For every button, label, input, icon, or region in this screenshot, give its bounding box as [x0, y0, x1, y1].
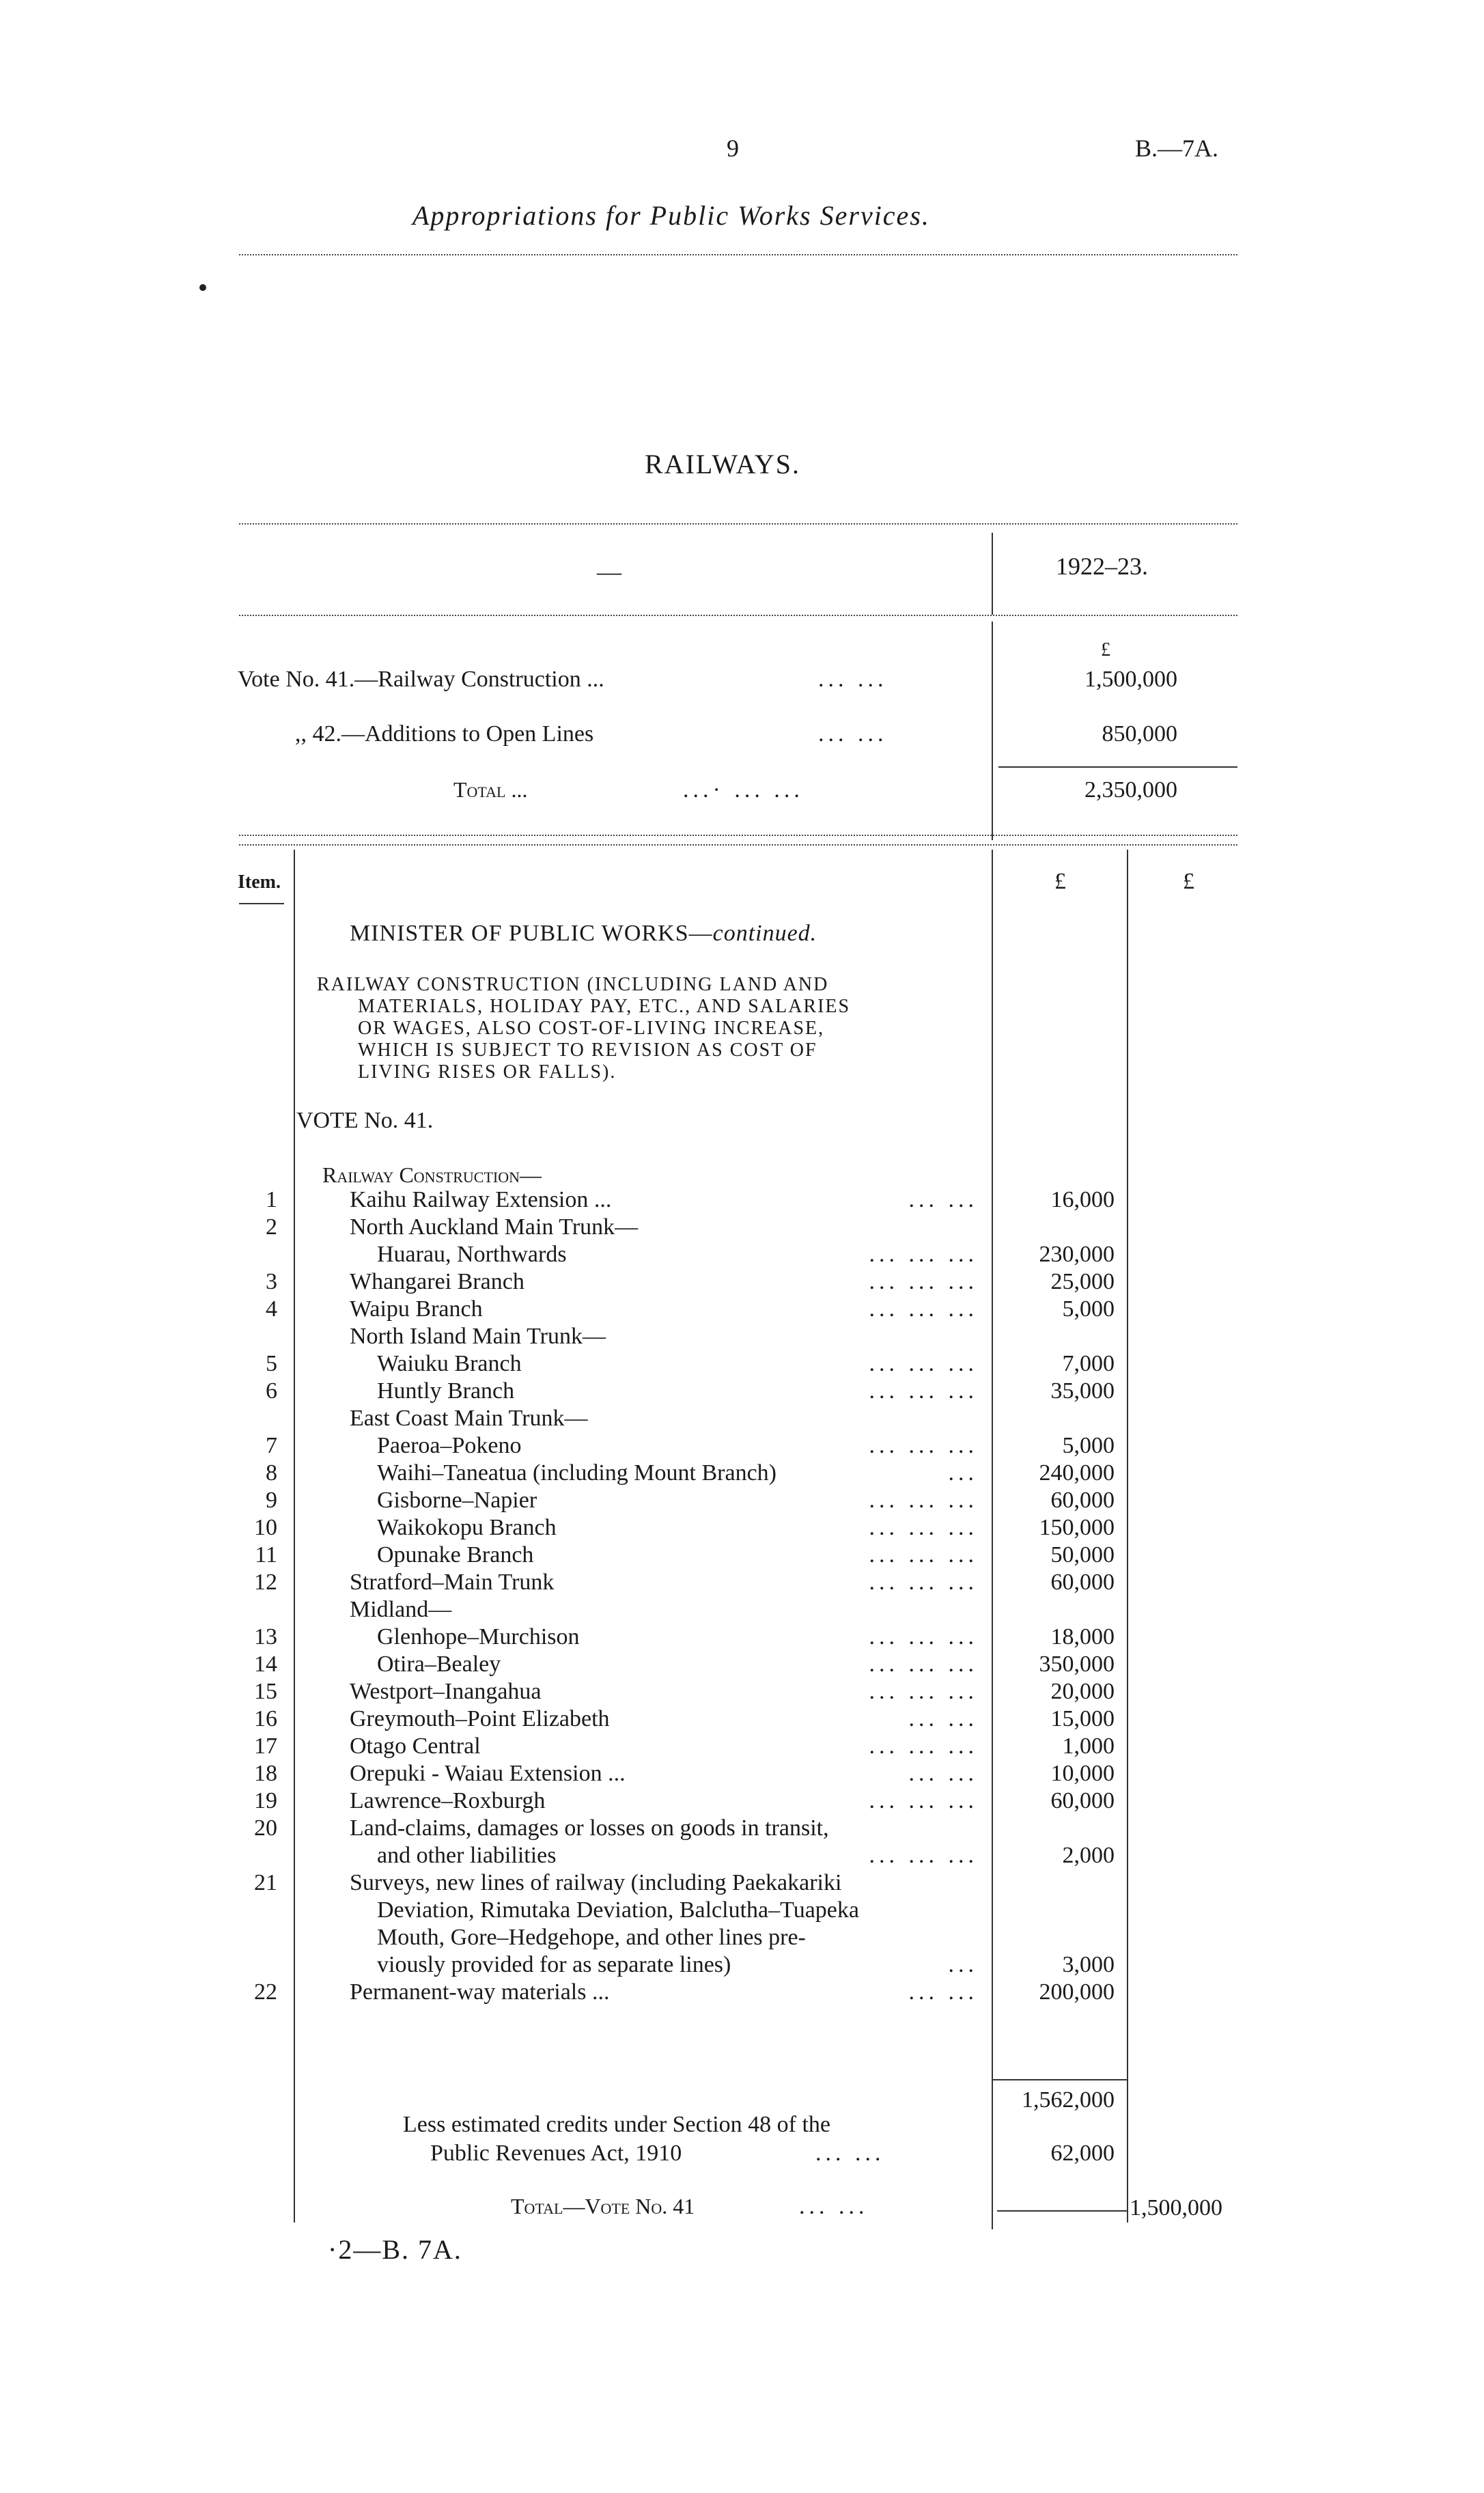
summary-year-header: 1922–23.	[1056, 553, 1148, 580]
item-description: Kaihu Railway Extension ...	[350, 1187, 612, 1212]
item-dots: ... ...	[908, 1187, 978, 1212]
item-dots: ... ... ...	[869, 1679, 978, 1704]
item-row	[232, 1843, 1135, 1870]
construction-line: LIVING RISES OR FALLS).	[358, 1061, 617, 1083]
item-header-rule	[239, 903, 284, 904]
footer-signature: ·2—B. 7A.	[328, 2234, 462, 2265]
item-row	[232, 1815, 1135, 1843]
item-dots: ... ... ...	[869, 1515, 978, 1540]
item-description: Waipu Branch	[350, 1296, 483, 1322]
item-amount: 2,000	[1062, 1843, 1115, 1868]
item-amount: 50,000	[1050, 1542, 1115, 1568]
summary-row-dots: ... ...	[818, 721, 888, 747]
subtotal-amount: 1,562,000	[1022, 2087, 1115, 2113]
item-dots: ... ... ...	[869, 1733, 978, 1759]
summary-row-amount: 1,500,000	[1084, 667, 1177, 692]
summary-currency: £	[1101, 639, 1110, 660]
item-dots: ...	[948, 1952, 978, 1977]
item-description: Midland—	[350, 1597, 452, 1622]
item-dots: ... ... ...	[869, 1433, 978, 1458]
item-dots: ...	[948, 1460, 978, 1486]
summary-total-rule	[998, 766, 1237, 768]
item-dots: ... ... ...	[869, 1378, 978, 1404]
item-description: Orepuki - Waiau Extension ...	[350, 1761, 626, 1786]
item-row	[232, 1979, 1135, 2007]
less-credits-dots: ... ...	[815, 2141, 885, 2166]
construction-line: WHICH IS SUBJECT TO REVISION AS COST OF	[358, 1040, 817, 1061]
item-dots: ... ... ...	[869, 1624, 978, 1649]
page-title: Appropriations for Public Works Services.	[412, 200, 930, 231]
item-row	[232, 1460, 1135, 1488]
item-row	[232, 1296, 1135, 1324]
item-amount: 5,000	[1062, 1433, 1115, 1458]
item-row	[232, 1433, 1135, 1460]
item-description: Surveys, new lines of railway (including Paekakariki	[350, 1870, 842, 1895]
summary-top-rule	[239, 523, 1237, 525]
item-amount: 230,000	[1039, 1242, 1115, 1267]
item-description: East Coast Main Trunk—	[350, 1406, 588, 1431]
item-dots: ... ...	[908, 1979, 978, 2005]
less-credits-amount: 62,000	[1050, 2141, 1115, 2166]
vote-total-amount: 1,500,000	[1130, 2195, 1222, 2220]
item-row	[232, 1761, 1135, 1788]
construction-description	[317, 974, 972, 1083]
item-number: 4	[266, 1296, 277, 1322]
summary-header-rule	[239, 615, 1237, 616]
item-row	[232, 1542, 1135, 1570]
item-dots: ... ...	[908, 1706, 978, 1731]
item-number: 5	[266, 1351, 277, 1376]
item-amount: 1,000	[1062, 1733, 1115, 1759]
item-description: Whangarei Branch	[350, 1269, 524, 1294]
item-number: 16	[254, 1706, 277, 1731]
item-number: 8	[266, 1460, 277, 1486]
minister-heading-text: MINISTER OF PUBLIC WORKS—	[350, 921, 713, 946]
item-number: 21	[254, 1870, 277, 1895]
item-amount: 350,000	[1039, 1652, 1115, 1677]
item-dots: ... ... ...	[869, 1488, 978, 1513]
item-number: 14	[254, 1652, 277, 1677]
item-amount: 15,000	[1050, 1706, 1115, 1731]
item-description: Stratford–Main Trunk	[350, 1570, 555, 1595]
summary-col-divider-top	[992, 533, 993, 615]
item-dots: ... ... ...	[869, 1788, 978, 1813]
item-number: 22	[254, 1979, 277, 2005]
item-amount: 16,000	[1050, 1187, 1115, 1212]
item-dots: ... ... ...	[869, 1242, 978, 1267]
item-description: Greymouth–Point Elizabeth	[350, 1706, 610, 1731]
construction-line: MATERIALS, HOLIDAY PAY, ETC., AND SALARIES	[358, 996, 851, 1017]
subheading: Railway Construction—	[322, 1162, 542, 1187]
item-number: 18	[254, 1761, 277, 1786]
item-row	[232, 1597, 1135, 1624]
item-number: 10	[254, 1515, 277, 1540]
item-dots: ... ... ...	[869, 1570, 978, 1595]
item-amount: 10,000	[1050, 1761, 1115, 1786]
vote-total-dots: ... ...	[799, 2194, 869, 2219]
item-amount: 60,000	[1050, 1788, 1115, 1813]
item-amount: 25,000	[1050, 1269, 1115, 1294]
subtotal-rule	[992, 2079, 1127, 2080]
summary-total-label: Total ...	[453, 777, 528, 802]
item-amount: 200,000	[1039, 1979, 1115, 2005]
item-row	[232, 1733, 1135, 1761]
item-description: Deviation, Rimutaka Deviation, Balclutha–Tuapeka	[377, 1897, 859, 1923]
item-description: Glenhope–Murchison	[377, 1624, 580, 1649]
ink-mark	[199, 284, 206, 291]
construction-line: OR WAGES, ALSO COST-OF-LIVING INCREASE,	[358, 1018, 825, 1039]
item-description: Opunake Branch	[377, 1542, 534, 1568]
vote-total-label: Total—Vote No. 41	[511, 2194, 695, 2218]
item-description: North Island Main Trunk—	[350, 1324, 606, 1349]
item-number: 1	[266, 1187, 277, 1212]
item-amount: 20,000	[1050, 1679, 1115, 1704]
item-description: Otira–Bealey	[377, 1652, 501, 1677]
item-row	[232, 1324, 1135, 1351]
item-row	[232, 1925, 1135, 1952]
item-description: Westport–Inangahua	[350, 1679, 542, 1704]
item-number: 20	[254, 1815, 277, 1841]
summary-blank-header: —	[597, 558, 621, 585]
minister-continued: continued.	[712, 921, 817, 946]
summary-row-dots: ... ...	[818, 667, 888, 692]
item-row	[232, 1269, 1135, 1296]
item-amount: 3,000	[1062, 1952, 1115, 1977]
item-dots: ... ... ...	[869, 1542, 978, 1568]
item-amount: 35,000	[1050, 1378, 1115, 1404]
item-description: Otago Central	[350, 1733, 481, 1759]
item-number: 12	[254, 1570, 277, 1595]
item-row	[232, 1624, 1135, 1652]
item-dots: ... ... ...	[869, 1652, 978, 1677]
page-number: 9	[727, 135, 739, 162]
item-row	[232, 1897, 1135, 1925]
item-row	[232, 1652, 1135, 1679]
item-number: 9	[266, 1488, 277, 1513]
item-row	[232, 1214, 1135, 1242]
item-description: Land-claims, damages or losses on goods in transit,	[350, 1815, 829, 1841]
item-dots: ... ...	[908, 1761, 978, 1786]
item-description: Huntly Branch	[377, 1378, 515, 1404]
summary-row-label: Vote No. 41.—Railway Construction ...	[238, 667, 604, 692]
summary-bottom-rule	[239, 835, 1237, 836]
item-amount: 60,000	[1050, 1488, 1115, 1513]
item-description: Waikokopu Branch	[377, 1515, 557, 1540]
item-description: and other liabilities	[377, 1843, 557, 1868]
item-number: 11	[255, 1542, 277, 1568]
item-amount: 5,000	[1062, 1296, 1115, 1322]
item-dots: ... ... ...	[869, 1351, 978, 1376]
item-row	[232, 1378, 1135, 1406]
item-number: 19	[254, 1788, 277, 1813]
item-amount: 60,000	[1050, 1570, 1115, 1595]
item-row	[232, 1488, 1135, 1515]
summary-total-dots: ...· ... ...	[683, 777, 804, 803]
less-credits-line1: Less estimated credits under Section 48 of the	[403, 2112, 830, 2137]
item-dots: ... ... ...	[869, 1843, 978, 1868]
vote-label: VOTE No. 41.	[296, 1108, 434, 1133]
summary-row-amount: 850,000	[1102, 721, 1177, 747]
item-number: 2	[266, 1214, 277, 1240]
amount-column-header: £	[1054, 869, 1066, 894]
item-row	[232, 1406, 1135, 1433]
total-column-header: £	[1183, 869, 1194, 894]
item-number: 13	[254, 1624, 277, 1649]
less-credits-line2: Public Revenues Act, 1910	[430, 2141, 682, 2166]
item-row	[232, 1351, 1135, 1378]
item-description: Lawrence–Roxburgh	[350, 1788, 546, 1813]
section-title: RAILWAYS.	[645, 449, 801, 479]
item-row	[232, 1788, 1135, 1815]
summary-col-divider	[992, 622, 993, 840]
summary-total-amount: 2,350,000	[1084, 777, 1177, 803]
item-row	[232, 1242, 1135, 1269]
item-description: Permanent-way materials ...	[350, 1979, 610, 2005]
item-description: North Auckland Main Trunk—	[350, 1214, 639, 1240]
document-reference: B.—7A.	[1135, 135, 1219, 162]
item-description: Gisborne–Napier	[377, 1488, 537, 1513]
item-row	[232, 1679, 1135, 1706]
item-row	[232, 1570, 1135, 1597]
item-dots: ... ... ...	[869, 1296, 978, 1322]
item-row	[232, 1870, 1135, 1897]
minister-heading	[350, 921, 817, 947]
summary-row-label: ,, 42.—Additions to Open Lines	[295, 721, 594, 747]
header-rule	[239, 254, 1237, 255]
item-number: 15	[254, 1679, 277, 1704]
item-description: Mouth, Gore–Hedgehope, and other lines pre-	[377, 1925, 806, 1950]
item-amount: 240,000	[1039, 1460, 1115, 1486]
item-description: viously provided for as separate lines)	[377, 1952, 731, 1977]
construction-line: RAILWAY CONSTRUCTION (INCLUDING LAND AND	[317, 974, 829, 995]
item-number: 7	[266, 1433, 277, 1458]
item-row	[232, 1706, 1135, 1733]
item-row	[232, 1952, 1135, 1979]
item-amount: 150,000	[1039, 1515, 1115, 1540]
item-number: 3	[266, 1269, 277, 1294]
item-description: Huarau, Northwards	[377, 1242, 567, 1267]
item-dots: ... ... ...	[869, 1269, 978, 1294]
main-top-rule	[239, 844, 1237, 846]
item-description: Waihi–Taneatua (including Mount Branch)	[377, 1460, 776, 1486]
item-amount: 7,000	[1062, 1351, 1115, 1376]
vote-total-leader	[997, 2210, 1127, 2212]
item-number: 6	[266, 1378, 277, 1404]
item-number: 17	[254, 1733, 277, 1759]
item-row	[232, 1187, 1135, 1214]
item-description: Waiuku Branch	[377, 1351, 522, 1376]
item-column-header: Item.	[238, 872, 281, 893]
item-description: Paeroa–Pokeno	[377, 1433, 522, 1458]
item-amount: 18,000	[1050, 1624, 1115, 1649]
item-row	[232, 1515, 1135, 1542]
